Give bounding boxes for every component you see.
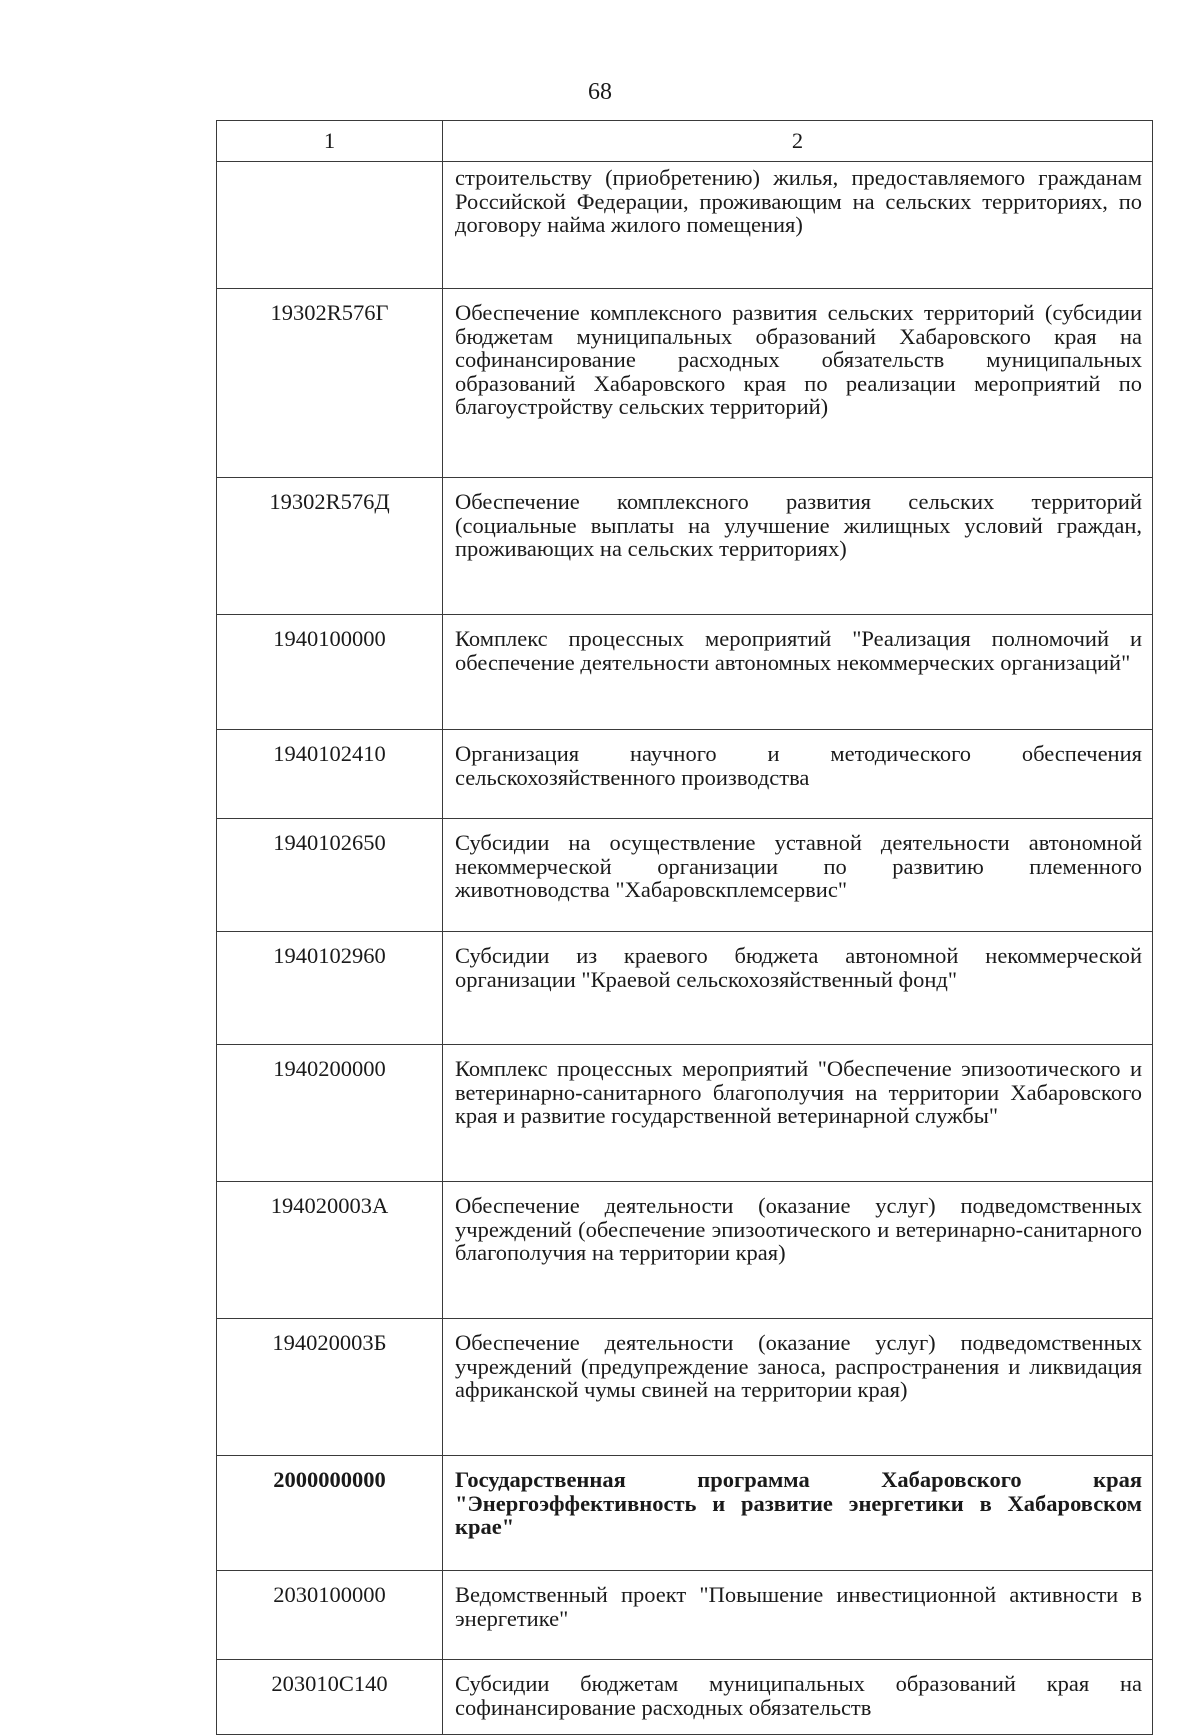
description-cell: Ведомственный проект "Повышение инвестиционной активности в энергетике" <box>443 1571 1153 1660</box>
table-row <box>217 1660 1153 1735</box>
description-cell: Обеспечение комплексного развития сельских территорий (социальные выплаты на улучшение жилищных условий граждан, проживающих на сельских территориях) <box>443 478 1153 615</box>
table-row <box>217 289 1153 478</box>
description-cell: Комплекс процессных мероприятий "Обеспечение эпизоотического и ветеринарно-санитарного благополучия на территории Хабаровского края и развитие государственной ветеринарной службы" <box>443 1045 1153 1182</box>
description-cell: Субсидии на осуществление уставной деятельности автономной некоммерческой организации по развитию племенного животноводства "Хабаровскплемсервис" <box>443 819 1153 932</box>
code-cell: 19302R576Г <box>217 289 443 478</box>
table-header-row <box>217 121 1153 162</box>
column-header-2: 2 <box>443 121 1153 162</box>
table-row <box>217 1571 1153 1660</box>
table-row <box>217 730 1153 819</box>
code-cell: 194020003Б <box>217 1319 443 1456</box>
code-cell: 1940102960 <box>217 932 443 1045</box>
code-cell <box>217 162 443 289</box>
description-cell: Обеспечение деятельности (оказание услуг) подведомственных учреждений (предупреждение заноса, распространения и ликвидация африканской чумы свиней на территории края) <box>443 1319 1153 1456</box>
table-row <box>217 932 1153 1045</box>
description-cell: Организация научного и методического обеспечения сельскохозяйственного производства <box>443 730 1153 819</box>
table-row <box>217 162 1153 289</box>
table-row-program-heading <box>217 1456 1153 1571</box>
description-cell: Государственная программа Хабаровского края "Энергоэффективность и развитие энергетики в Хабаровском крае" <box>443 1456 1153 1571</box>
description-cell: Субсидии бюджетам муниципальных образований края на софинансирование расходных обязательств <box>443 1660 1153 1735</box>
description-cell: строительству (приобретению) жилья, предоставляемого гражданам Российской Федерации, проживающим на сельских территориях, по договору найма жилого помещения) <box>443 162 1153 289</box>
page-number: 68 <box>588 79 612 105</box>
code-cell: 203010С140 <box>217 1660 443 1735</box>
column-header-1: 1 <box>217 121 443 162</box>
code-cell: 2030100000 <box>217 1571 443 1660</box>
code-cell: 1940102410 <box>217 730 443 819</box>
code-cell: 1940200000 <box>217 1045 443 1182</box>
table-row <box>217 1045 1153 1182</box>
table-row <box>217 1319 1153 1456</box>
description-cell: Субсидии из краевого бюджета автономной некоммерческой организации "Краевой сельскохозяйственный фонд" <box>443 932 1153 1045</box>
code-cell: 194020003А <box>217 1182 443 1319</box>
table-row <box>217 615 1153 730</box>
description-cell: Обеспечение комплексного развития сельских территорий (субсидии бюджетам муниципальных образований Хабаровского края на софинансирование расходных обязательств муниципальных образований Хабаровского края по реализации мероприятий по благоустройству сельских территорий) <box>443 289 1153 478</box>
code-cell: 2000000000 <box>217 1456 443 1571</box>
table-row <box>217 478 1153 615</box>
table-row <box>217 1182 1153 1319</box>
table-row <box>217 819 1153 932</box>
code-cell: 1940102650 <box>217 819 443 932</box>
description-cell: Обеспечение деятельности (оказание услуг) подведомственных учреждений (обеспечение эпизоотического и ветеринарно-санитарного благополучия на территории края) <box>443 1182 1153 1319</box>
code-cell: 1940100000 <box>217 615 443 730</box>
budget-code-table <box>216 120 1153 1735</box>
code-cell: 19302R576Д <box>217 478 443 615</box>
description-cell: Комплекс процессных мероприятий "Реализация полномочий и обеспечение деятельности автономных некоммерческих организаций" <box>443 615 1153 730</box>
